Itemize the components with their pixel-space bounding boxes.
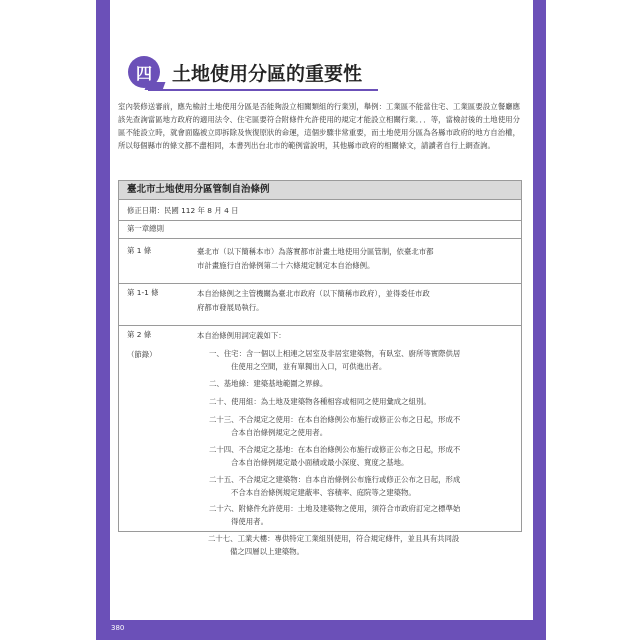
ordinance-title: 臺北市土地使用分區管制自治條例	[119, 181, 521, 200]
page-number: 380	[111, 624, 125, 632]
article-text-line: 市計畫施行自治條例第二十六條規定制定本自治條例。	[197, 261, 375, 270]
page-border-bottom	[96, 620, 546, 640]
article-1-1	[119, 283, 521, 326]
definition-line: 住使用之空間，並有單獨出入口，可供進出者。	[231, 362, 387, 371]
amendment-date: 修正日期：民國 112 年 8 月 4 日	[119, 202, 521, 221]
definition-line: 二十四、不合規定之基地：在本自治條例公布施行或修正公布之日起，形成不	[209, 445, 461, 454]
section-badge: 四	[128, 56, 160, 88]
ordinance-box	[118, 180, 522, 532]
article-sublabel: （節錄）	[127, 350, 157, 359]
article-label: 第 1 條	[127, 246, 152, 255]
definition-line: 合本自治條例規定之使用者。	[231, 428, 328, 437]
definition-line: 二十五、不合規定之建築物：自本自治條例公布施行或修正公布之日起，形成	[209, 475, 461, 484]
chapter-heading: 第一章總則	[119, 220, 521, 239]
page-border-right	[533, 0, 546, 640]
intro-paragraph: 室內裝修送審前，應先檢討土地使用分區是否能夠設立相關類組的行業別，舉例：工業區不能當住宅、工業區要設立餐廳應該先查詢當區地方政府的適用法令、住宅區要符合附條件允許使用的規定才能設立相關行業．．．等，當檢討後的土地使用分區不能設立時，就會面臨被立即拆除及恢復原狀的命運，這個步驟非常重要，而土地使用分區為各縣市政府的地方自治權，所以每個縣市的條文都不盡相同，本書列出台北市的範例當說明，其他縣市政府的相關條文，請讀者自行上網查詢。	[118, 102, 520, 150]
article-text-line: 府都市發展局執行。	[197, 303, 264, 312]
page-border-left	[96, 0, 110, 640]
section-header	[128, 56, 428, 96]
definition-line: 二十六、附條件允許使用：土地及建築物之使用，須符合市政府訂定之標準始	[209, 504, 461, 513]
outer-margin	[0, 0, 96, 640]
definition-line: 二十三、不合規定之使用：在本自治條例公布施行或修正公布之日起，形成不	[209, 415, 461, 424]
definition-line: 一、住宅：含一個以上相連之居室及非居室建築物，有臥室、廚所等實際供居	[209, 349, 461, 358]
definition-line: 備之四層以上建築物。	[230, 547, 304, 556]
article-label: 第 1-1 條	[127, 288, 159, 297]
definition-line: 不合本自治條例規定建蔽率、容積率、庭院等之建築物。	[231, 488, 416, 497]
title-underline	[148, 89, 378, 91]
definition-line: 二十、使用組：為土地及建築物各種相容或相同之使用彙成之組別。	[209, 397, 431, 406]
definition-line: 二、基地線：建築基地範圍之界線。	[209, 379, 328, 388]
article-lead: 本自治條例用詞定義如下：	[197, 331, 286, 340]
definition-line: 二十七、工業大樓：專供特定工業組別使用，符合規定條件，並且具有共同設	[208, 534, 460, 543]
document-page	[110, 0, 533, 620]
definition-line: 合本自治條例規定最小面積或最小深度、寬度之基地。	[231, 458, 409, 467]
article-1	[119, 241, 521, 284]
article-label: 第 2 條	[127, 330, 152, 339]
article-text-line: 臺北市（以下簡稱本市）為落實都市計畫土地使用分區管制，依臺北市都	[197, 247, 434, 256]
definition-line: 得使用者。	[231, 517, 268, 526]
section-title: 土地使用分區的重要性	[172, 63, 363, 85]
article-2	[119, 325, 521, 531]
article-text-line: 本自治條例之主管機關為臺北市政府（以下簡稱市政府），並得委任市政	[197, 289, 430, 298]
